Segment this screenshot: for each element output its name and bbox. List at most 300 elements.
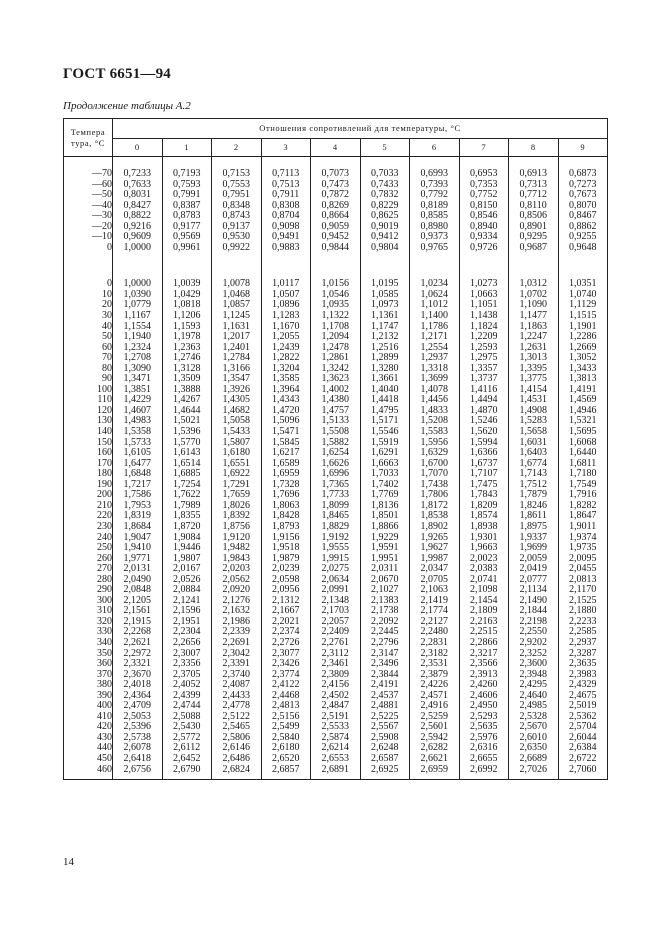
temperature-cell: 80: [64, 364, 113, 375]
table-body: [64, 157, 608, 780]
ratio-cell: 2,0598: [261, 575, 311, 586]
ratio-cell: 1,0857: [212, 300, 262, 311]
temperature-cell: 200: [64, 490, 113, 501]
ratio-cell: 1,0117: [261, 267, 311, 290]
ratio-cell: 1,3623: [311, 374, 361, 385]
ratio-cell: 1,8866: [360, 522, 410, 533]
ratio-cell: 2,2163: [459, 617, 509, 628]
ratio-cell: 1,7696: [261, 490, 311, 501]
ratio-cell: 1,8647: [558, 511, 608, 522]
ratio-cell: 1,9337: [509, 533, 559, 544]
ratio-cell: 1,0234: [410, 267, 460, 290]
ratio-cell: 0,7673: [558, 190, 608, 201]
ratio-cell: 0,9648: [558, 243, 608, 268]
ratio-cell: 0,7113: [261, 157, 311, 180]
ratio-cell: 2,4329: [558, 680, 608, 691]
ratio-cell: 1,9482: [212, 543, 262, 554]
ratio-cell: 1,1593: [162, 322, 212, 333]
ratio-cell: 2,5191: [311, 712, 361, 723]
ratio-cell: 1,0156: [311, 267, 361, 290]
ratio-cell: 0,8546: [459, 211, 509, 222]
ratio-cell: 0,7872: [311, 190, 361, 201]
ratio-cell: 1,9915: [311, 554, 361, 565]
ratio-cell: 1,0702: [509, 290, 559, 301]
ratio-cell: 2,4778: [212, 701, 262, 712]
ratio-cell: 1,9879: [261, 554, 311, 565]
ratio-cell: 1,7475: [459, 480, 509, 491]
ratio-cell: 1,3395: [509, 364, 559, 375]
ratio-cell: 1,5246: [459, 416, 509, 427]
ratio-cell: 0,7593: [162, 180, 212, 191]
ratio-cell: 0,7553: [212, 180, 262, 191]
ratio-cell: 2,0634: [311, 575, 361, 586]
ratio-cell: 1,7438: [410, 480, 460, 491]
ratio-cell: 1,6068: [558, 438, 608, 449]
ratio-cell: 1,3888: [162, 385, 212, 396]
ratio-cell: 2,2726: [261, 638, 311, 649]
temperature-cell: —30: [64, 211, 113, 222]
ratio-cell: 2,6452: [162, 754, 212, 765]
ratio-cell: 0,7911: [261, 190, 311, 201]
ratio-cell: 0,8625: [360, 211, 410, 222]
ratio-cell: 2,5942: [410, 733, 460, 744]
column-header-6: 6: [410, 139, 460, 157]
ratio-cell: 1,8063: [261, 501, 311, 512]
ratio-cell: 1,1322: [311, 311, 361, 322]
temperature-cell: —60: [64, 180, 113, 191]
ratio-cell: 0,9295: [509, 232, 559, 243]
ratio-cell: 0,8387: [162, 201, 212, 212]
ratio-cell: 2,1098: [459, 585, 509, 596]
ratio-cell: 1,7843: [459, 490, 509, 501]
ratio-cell: 1,1206: [162, 311, 212, 322]
ratio-cell: 1,4418: [360, 395, 410, 406]
ratio-cell: 1,9987: [410, 554, 460, 565]
ratio-cell: 1,0507: [261, 290, 311, 301]
ratio-cell: 1,9663: [459, 543, 509, 554]
ratio-cell: 1,1824: [459, 322, 509, 333]
ratio-cell: 1,7070: [410, 469, 460, 480]
ratio-cell: 0,7193: [162, 157, 212, 180]
ratio-cell: 2,6790: [162, 765, 212, 780]
ratio-cell: 1,9591: [360, 543, 410, 554]
ratio-cell: 1,3318: [410, 364, 460, 375]
ratio-cell: 2,2866: [459, 638, 509, 649]
ratio-cell: 1,5283: [509, 416, 559, 427]
ratio-cell: 1,6217: [261, 448, 311, 459]
ratio-cell: 2,4399: [162, 691, 212, 702]
ratio-cell: 1,5583: [410, 427, 460, 438]
ratio-cell: 0,9726: [459, 243, 509, 268]
ratio-cell: 2,2198: [509, 617, 559, 628]
ratio-cell: 2,4847: [311, 701, 361, 712]
ratio-cell: 0,8664: [311, 211, 361, 222]
ratio-cell: 1,3775: [509, 374, 559, 385]
ratio-cell: 0,7033: [360, 157, 410, 180]
ratio-cell: 2,4606: [459, 691, 509, 702]
ratio-cell: 1,8319: [113, 511, 163, 522]
ratio-cell: 0,7273: [558, 180, 608, 191]
ratio-cell: 2,5499: [261, 722, 311, 733]
ratio-cell: 2,6621: [410, 754, 460, 765]
ratio-cell: 1,4494: [459, 395, 509, 406]
ratio-cell: 2,6282: [410, 743, 460, 754]
ratio-cell: 1,8282: [558, 501, 608, 512]
temperature-cell: 410: [64, 712, 113, 723]
ratio-cell: 1,4870: [459, 406, 509, 417]
ratio-cell: 2,4502: [311, 691, 361, 702]
ratio-cell: 1,5508: [311, 427, 361, 438]
ratio-cell: 2,0705: [410, 575, 460, 586]
ratio-cell: 1,3813: [558, 374, 608, 385]
ratio-cell: 1,0195: [360, 267, 410, 290]
ratio-cell: 2,2127: [410, 617, 460, 628]
ratio-cell: 1,7953: [113, 501, 163, 512]
ratio-cell: 2,0526: [162, 575, 212, 586]
ratio-cell: 1,6589: [261, 459, 311, 470]
ratio-cell: 1,7549: [558, 480, 608, 491]
ratio-cell: 2,2233: [558, 617, 608, 628]
ratio-cell: 2,3740: [212, 670, 262, 681]
ratio-cell: 1,5733: [113, 438, 163, 449]
ratio-cell: 2,6146: [212, 743, 262, 754]
ratio-cell: 1,7217: [113, 480, 163, 491]
ratio-cell: 1,2899: [360, 353, 410, 364]
ratio-cell: 1,5770: [162, 438, 212, 449]
temperature-cell: 460: [64, 765, 113, 780]
temperature-cell: 240: [64, 533, 113, 544]
ratio-cell: 2,3356: [162, 659, 212, 670]
ratio-cell: 0,8704: [261, 211, 311, 222]
ratio-cell: 0,8783: [162, 211, 212, 222]
ratio-cell: 2,0920: [212, 585, 262, 596]
ratio-cell: 2,6520: [261, 754, 311, 765]
ratio-cell: 0,9569: [162, 232, 212, 243]
ratio-cell: 1,5807: [212, 438, 262, 449]
ratio-cell: 1,9843: [212, 554, 262, 565]
temperature-cell: 270: [64, 564, 113, 575]
temperature-cell: 330: [64, 627, 113, 638]
ratio-cell: 1,9120: [212, 533, 262, 544]
ratio-cell: 2,0884: [162, 585, 212, 596]
ratio-cell: 0,7433: [360, 180, 410, 191]
ratio-cell: 1,3166: [212, 364, 262, 375]
ratio-cell: 1,3547: [212, 374, 262, 385]
ratio-cell: 1,4720: [261, 406, 311, 417]
temperature-cell: 0: [64, 243, 113, 268]
ratio-cell: 1,0351: [558, 267, 608, 290]
ratio-cell: 1,7806: [410, 490, 460, 501]
ratio-cell: 1,4343: [261, 395, 311, 406]
ratio-cell: 2,2831: [410, 638, 460, 649]
ratio-cell: 2,3844: [360, 670, 410, 681]
ratio-cell: 2,5019: [558, 701, 608, 712]
temperature-cell: 30: [64, 311, 113, 322]
ratio-cell: 0,7073: [311, 157, 361, 180]
table-caption: Продолжение таблицы А.2: [63, 100, 191, 112]
ratio-cell: 1,5546: [360, 427, 410, 438]
ratio-cell: 1,8829: [311, 522, 361, 533]
temperature-cell: 390: [64, 691, 113, 702]
ratio-cell: 1,8172: [410, 501, 460, 512]
ratio-cell: 2,1596: [162, 606, 212, 617]
ratio-cell: 0,7513: [261, 180, 311, 191]
ratio-cell: 1,1012: [410, 300, 460, 311]
ratio-cell: 2,2550: [509, 627, 559, 638]
ratio-cell: 1,3737: [459, 374, 509, 385]
ratio-cell: 1,2937: [410, 353, 460, 364]
ratio-cell: 0,9019: [360, 222, 410, 233]
ratio-cell: 2,4950: [459, 701, 509, 712]
ratio-cell: 0,9059: [311, 222, 361, 233]
ratio-cell: 2,7026: [509, 765, 559, 780]
ratio-cell: 2,1738: [360, 606, 410, 617]
temperature-cell: 100: [64, 385, 113, 396]
ratio-cell: 2,4537: [360, 691, 410, 702]
ratio-cell: 1,7291: [212, 480, 262, 491]
temperature-cell: 110: [64, 395, 113, 406]
ratio-cell: 1,3471: [113, 374, 163, 385]
ratio-cell: 0,9137: [212, 222, 262, 233]
ratio-cell: 1,8209: [459, 501, 509, 512]
ratio-cell: 1,6663: [360, 459, 410, 470]
ratio-cell: 2,6078: [113, 743, 163, 754]
ratio-cell: 2,4018: [113, 680, 163, 691]
ratio-cell: 1,1515: [558, 311, 608, 322]
ratio-cell: 2,3600: [509, 659, 559, 670]
ratio-cell: 1,7328: [261, 480, 311, 491]
ratio-cell: 1,8975: [509, 522, 559, 533]
ratio-cell: 2,5293: [459, 712, 509, 723]
ratio-cell: 1,7033: [360, 469, 410, 480]
ratio-cell: 0,9883: [261, 243, 311, 268]
ratio-cell: 0,9844: [311, 243, 361, 268]
ratio-cell: 2,5806: [212, 733, 262, 744]
temperature-cell: 380: [64, 680, 113, 691]
ratio-cell: 2,1703: [311, 606, 361, 617]
ratio-cell: 1,0000: [113, 243, 163, 268]
ratio-cell: 2,4156: [311, 680, 361, 691]
ratio-cell: 2,1383: [360, 596, 410, 607]
ratio-cell: 2,3112: [311, 649, 361, 660]
temperature-cell: 0: [64, 267, 113, 290]
ratio-cell: 1,6440: [558, 448, 608, 459]
ratio-cell: 1,2822: [261, 353, 311, 364]
ratio-cell: 1,2478: [311, 343, 361, 354]
ratio-cell: 1,4267: [162, 395, 212, 406]
ratio-cell: 1,2055: [261, 332, 311, 343]
ratio-cell: 2,6010: [509, 733, 559, 744]
ratio-cell: 0,9412: [360, 232, 410, 243]
ratio-cell: 0,6993: [410, 157, 460, 180]
ratio-cell: 0,8822: [113, 211, 163, 222]
ratio-cell: 1,4946: [558, 406, 608, 417]
ratio-cell: 0,8901: [509, 222, 559, 233]
ratio-cell: 1,9555: [311, 543, 361, 554]
ratio-cell: 2,0777: [509, 575, 559, 586]
column-header-4: 4: [311, 139, 361, 157]
temperature-cell: —50: [64, 190, 113, 201]
ratio-cell: 1,4833: [410, 406, 460, 417]
temperature-cell: 140: [64, 427, 113, 438]
temperature-cell: 340: [64, 638, 113, 649]
ratio-cell: 1,1438: [459, 311, 509, 322]
ratio-cell: 1,5358: [113, 427, 163, 438]
ratio-cell: 2,5053: [113, 712, 163, 723]
ratio-cell: 1,2094: [311, 332, 361, 343]
ratio-cell: 2,2339: [212, 627, 262, 638]
ratio-cell: 2,6180: [261, 743, 311, 754]
ratio-cell: 1,6996: [311, 469, 361, 480]
temperature-cell: 10: [64, 290, 113, 301]
temperature-cell: —20: [64, 222, 113, 233]
ratio-cell: 1,4757: [311, 406, 361, 417]
ratio-cell: 1,6551: [212, 459, 262, 470]
ratio-cell: 2,1774: [410, 606, 460, 617]
ratio-cell: 1,9301: [459, 533, 509, 544]
ratio-cell: 1,4191: [558, 385, 608, 396]
ratio-cell: 1,6885: [162, 469, 212, 480]
ratio-cell: 2,6587: [360, 754, 410, 765]
ratio-cell: 1,7659: [212, 490, 262, 501]
ratio-cell: 1,0935: [311, 300, 361, 311]
ratio-cell: 1,5695: [558, 427, 608, 438]
temperature-cell: 70: [64, 353, 113, 364]
ratio-cell: 1,8026: [212, 501, 262, 512]
ratio-cell: 1,8099: [311, 501, 361, 512]
ratio-cell: 2,1027: [360, 585, 410, 596]
ratio-cell: 2,2021: [261, 617, 311, 628]
ratio-cell: 1,6403: [509, 448, 559, 459]
ratio-cell: 1,2708: [113, 353, 163, 364]
ratio-cell: 1,1167: [113, 311, 163, 322]
ratio-cell: 1,1051: [459, 300, 509, 311]
ratio-cell: 2,1986: [212, 617, 262, 628]
ratio-cell: 1,5096: [261, 416, 311, 427]
ratio-cell: 2,3217: [459, 649, 509, 660]
table-row: [64, 311, 608, 322]
ratio-cell: 0,8743: [212, 211, 262, 222]
ratio-cell: 1,6737: [459, 459, 509, 470]
ratio-cell: 1,2631: [509, 343, 559, 354]
ratio-cell: 0,9098: [261, 222, 311, 233]
ratio-cell: 2,5465: [212, 722, 262, 733]
ratio-cell: 2,6553: [311, 754, 361, 765]
ratio-cell: 2,5601: [410, 722, 460, 733]
temperature-cell: 170: [64, 459, 113, 470]
ratio-cell: 1,8684: [113, 522, 163, 533]
ratio-cell: 1,0429: [162, 290, 212, 301]
ratio-cell: 2,1241: [162, 596, 212, 607]
ratio-cell: 0,9609: [113, 232, 163, 243]
ratio-cell: 1,3964: [261, 385, 311, 396]
ratio-group-header: Отношения сопротивлений для температуры, °С: [113, 119, 608, 139]
ratio-cell: 2,5874: [311, 733, 361, 744]
ratio-cell: 1,6811: [558, 459, 608, 470]
ratio-cell: 2,3948: [509, 670, 559, 681]
ratio-cell: 2,5704: [558, 722, 608, 733]
ratio-cell: 0,8506: [509, 211, 559, 222]
ratio-cell: 1,1245: [212, 311, 262, 322]
ratio-cell: 2,4433: [212, 691, 262, 702]
ratio-cell: 2,2268: [113, 627, 163, 638]
ratio-cell: 0,9765: [410, 243, 460, 268]
ratio-cell: 1,2209: [459, 332, 509, 343]
ratio-cell: 1,4380: [311, 395, 361, 406]
ratio-cell: 1,5658: [509, 427, 559, 438]
ratio-cell: 1,9518: [261, 543, 311, 554]
ratio-cell: 1,3090: [113, 364, 163, 375]
ratio-cell: 2,3252: [509, 649, 559, 660]
ratio-cell: 0,7633: [113, 180, 163, 191]
ratio-cell: 2,3287: [558, 649, 608, 660]
temperature-cell: 300: [64, 596, 113, 607]
ratio-cell: 2,6350: [509, 743, 559, 754]
ratio-cell: 2,4364: [113, 691, 163, 702]
ratio-cell: 2,3879: [410, 670, 460, 681]
ratio-cell: 1,8538: [410, 511, 460, 522]
ratio-cell: 2,3321: [113, 659, 163, 670]
ratio-cell: 1,7143: [509, 469, 559, 480]
ratio-cell: 2,5259: [410, 712, 460, 723]
ratio-cell: 2,2972: [113, 649, 163, 660]
ratio-cell: 2,1632: [212, 606, 262, 617]
ratio-cell: 1,1901: [558, 322, 608, 333]
ratio-cell: 2,4985: [509, 701, 559, 712]
ratio-cell: 2,3635: [558, 659, 608, 670]
ratio-cell: 1,8428: [261, 511, 311, 522]
ratio-cell: 1,4002: [311, 385, 361, 396]
ratio-cell: 2,5670: [509, 722, 559, 733]
ratio-cell: 1,5021: [162, 416, 212, 427]
ratio-cell: 1,2439: [261, 343, 311, 354]
ratio-cell: 1,4229: [113, 395, 163, 406]
ratio-cell: 2,3007: [162, 649, 212, 660]
ratio-cell: 2,6418: [113, 754, 163, 765]
ratio-cell: 1,3280: [360, 364, 410, 375]
ratio-cell: 1,1747: [360, 322, 410, 333]
ratio-cell: 1,2324: [113, 343, 163, 354]
ratio-cell: 2,2374: [261, 627, 311, 638]
ratio-cell: 1,5058: [212, 416, 262, 427]
ratio-cell: 2,0383: [459, 564, 509, 575]
ratio-cell: 1,0039: [162, 267, 212, 290]
resistance-ratio-table: [63, 118, 608, 780]
ratio-cell: 1,0740: [558, 290, 608, 301]
ratio-cell: 0,7832: [360, 190, 410, 201]
ratio-cell: 2,1490: [509, 596, 559, 607]
table-row: [64, 765, 608, 780]
ratio-cell: 2,5396: [113, 722, 163, 733]
ratio-cell: 2,5122: [212, 712, 262, 723]
ratio-cell: 1,4456: [410, 395, 460, 406]
ratio-cell: 0,9177: [162, 222, 212, 233]
ratio-cell: 2,4295: [509, 680, 559, 691]
ratio-cell: 1,1129: [558, 300, 608, 311]
ratio-cell: 0,7951: [212, 190, 262, 201]
ratio-cell: 2,0813: [558, 575, 608, 586]
ratio-cell: 1,2132: [360, 332, 410, 343]
ratio-cell: 1,7402: [360, 480, 410, 491]
ratio-cell: 1,5208: [410, 416, 460, 427]
ratio-cell: 2,5976: [459, 733, 509, 744]
ratio-cell: 1,3013: [509, 353, 559, 364]
temperature-column-header: [64, 119, 113, 157]
ratio-cell: 1,6922: [212, 469, 262, 480]
table-row: [64, 157, 608, 180]
ratio-cell: 2,0562: [212, 575, 262, 586]
ratio-cell: 0,7153: [212, 157, 262, 180]
